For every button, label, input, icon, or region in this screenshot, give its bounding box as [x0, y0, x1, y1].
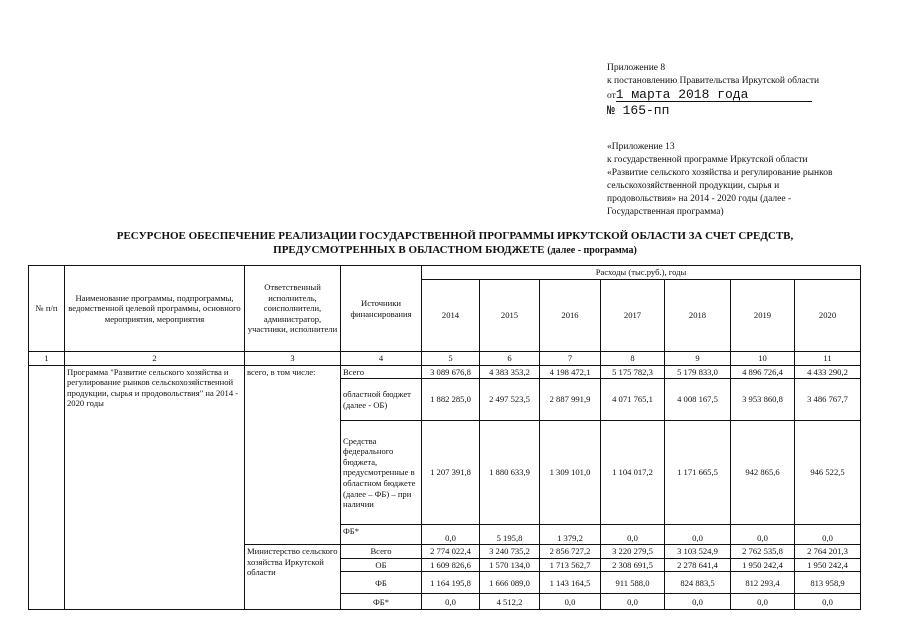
header-name: Наименование программы, подпрограммы, ведомственной целевой программы, основного мероприятия, мероприятия: [65, 266, 245, 352]
value-cell: 1 164 195,8: [422, 572, 480, 594]
column-number: 2: [65, 352, 245, 366]
appendix-8-title: Приложение 8: [607, 63, 666, 73]
value-cell: 3 103 524,9: [665, 545, 731, 559]
header-sources: Источники финансирования: [341, 266, 422, 352]
program-name-cell: Программа "Развитие сельского хозяйства и регулирование рынков сельскохозяйственной продукции, сырья и продовольствия" на 2014 - 2020 годы: [65, 365, 245, 610]
title-line-2-suffix: (далее - программа): [547, 245, 637, 256]
appendix-8-block: [607, 62, 819, 118]
column-number: 1: [29, 352, 65, 366]
value-cell: 2 774 022,4: [422, 545, 480, 559]
value-cell: 1 950 242,4: [795, 558, 861, 572]
value-cell: 4 008 167,5: [665, 379, 731, 421]
value-cell: 1 143 164,5: [540, 572, 601, 594]
header-year: 2017: [601, 280, 665, 352]
value-cell: 1 713 562,7: [540, 558, 601, 572]
header-expenses: Расходы (тыс.руб.), годы: [422, 266, 861, 280]
value-cell: 942 865,6: [731, 421, 795, 525]
value-cell: 2 762 535,8: [731, 545, 795, 559]
value-cell: 1 309 101,0: [540, 421, 601, 525]
row-num-cell: [29, 365, 65, 610]
value-cell: 1 207 391,8: [422, 421, 480, 525]
header-year: 2016: [540, 280, 601, 352]
header-num: № п/п: [29, 266, 65, 352]
executor-cell: Министерство сельского хозяйства Иркутской области: [245, 545, 341, 610]
appendix-13-block: [607, 141, 837, 219]
source-cell: ФБ*: [341, 525, 422, 545]
source-cell: Всего: [341, 365, 422, 379]
title-line-2-main: ПРЕДУСМОТРЕННЫХ В ОБЛАСТНОМ БЮДЖЕТЕ: [273, 244, 545, 256]
source-cell: Средства федерального бюджета, предусмотренные в областном бюджете (далее – ФБ) – при наличии: [341, 421, 422, 525]
date-value: 1 марта 2018 года: [616, 89, 812, 102]
value-cell: 3 220 279,5: [601, 545, 665, 559]
column-number: 10: [731, 352, 795, 366]
executor-cell: всего, в том числе:: [245, 365, 341, 545]
value-cell: 1 609 826,6: [422, 558, 480, 572]
value-cell: 0,0: [731, 525, 795, 545]
source-cell: Всего: [341, 545, 422, 559]
value-cell: 0,0: [795, 525, 861, 545]
value-cell: 2 308 691,5: [601, 558, 665, 572]
appendix-13-line: сельскохозяйственной продукции, сырья и: [607, 181, 780, 191]
value-cell: 4 512,2: [480, 594, 540, 610]
value-cell: 812 293,4: [731, 572, 795, 594]
title-line-1: РЕСУРСНОЕ ОБЕСПЕЧЕНИЕ РЕАЛИЗАЦИИ ГОСУДАРСТВЕННОЙ ПРОГРАММЫ ИРКУТСКОЙ ОБЛАСТИ ЗА СЧЕТ СРЕДСТВ,: [116, 230, 794, 242]
value-cell: 3 953 860,8: [731, 379, 795, 421]
appendix-13-line: к государственной программе Иркутской области: [607, 155, 808, 165]
value-cell: 0,0: [665, 594, 731, 610]
value-cell: 2 497 523,5: [480, 379, 540, 421]
value-cell: 2 764 201,3: [795, 545, 861, 559]
column-number: 11: [795, 352, 861, 366]
header-year: 2020: [795, 280, 861, 352]
value-cell: 0,0: [601, 525, 665, 545]
value-cell: 5 175 782,3: [601, 365, 665, 379]
column-number: 4: [341, 352, 422, 366]
value-cell: 3 089 676,8: [422, 365, 480, 379]
appendix-13-line: «Приложение 13: [607, 142, 675, 152]
header-year: 2018: [665, 280, 731, 352]
title-line-2: [40, 243, 870, 258]
value-cell: 3 486 767,7: [795, 379, 861, 421]
value-cell: 0,0: [731, 594, 795, 610]
resource-table: [28, 265, 861, 610]
value-cell: 0,0: [422, 594, 480, 610]
source-cell: ФБ*: [341, 594, 422, 610]
appendix-8-date-line: [607, 88, 819, 103]
value-cell: 4 198 472,1: [540, 365, 601, 379]
value-cell: 946 522,5: [795, 421, 861, 525]
value-cell: 4 071 765,1: [601, 379, 665, 421]
value-cell: 5 195,8: [480, 525, 540, 545]
header-row-1: [29, 266, 861, 280]
value-cell: 4 383 353,2: [480, 365, 540, 379]
appendix-13-line: продовольствия» на 2014 - 2020 годы (далее -: [607, 194, 792, 204]
source-cell: областной бюджет (далее - ОБ): [341, 379, 422, 421]
column-number: 7: [540, 352, 601, 366]
value-cell: 813 958,9: [795, 572, 861, 594]
column-number: 3: [245, 352, 341, 366]
header-year: 2015: [480, 280, 540, 352]
source-cell: ОБ: [341, 558, 422, 572]
value-cell: 911 588,0: [601, 572, 665, 594]
value-cell: 0,0: [795, 594, 861, 610]
document-title: [40, 229, 870, 258]
value-cell: 0,0: [601, 594, 665, 610]
date-prefix: от: [607, 91, 616, 101]
value-cell: 4 433 290,2: [795, 365, 861, 379]
value-cell: 1 880 633,9: [480, 421, 540, 525]
appendix-13-line: Государственная программа): [607, 207, 724, 217]
column-number: 8: [601, 352, 665, 366]
value-cell: 1 171 665,5: [665, 421, 731, 525]
appendix-13-line: «Развитие сельского хозяйства и регулирование рынков: [607, 168, 833, 178]
value-cell: 0,0: [665, 525, 731, 545]
source-cell: ФБ: [341, 572, 422, 594]
value-cell: 1 104 017,2: [601, 421, 665, 525]
table-row: [29, 365, 861, 379]
appendix-8-subtitle: к постановлению Правительства Иркутской области: [607, 76, 820, 86]
value-cell: 824 883,5: [665, 572, 731, 594]
value-cell: 1 570 134,0: [480, 558, 540, 572]
header-executor: Ответственный исполнитель, соисполнители, администратор, участники, исполнители: [245, 266, 341, 352]
value-cell: 2 887 991,9: [540, 379, 601, 421]
column-number: 6: [480, 352, 540, 366]
value-cell: 0,0: [540, 594, 601, 610]
value-cell: 1 882 285,0: [422, 379, 480, 421]
value-cell: 2 278 641,4: [665, 558, 731, 572]
header-year: 2019: [731, 280, 795, 352]
column-number-row: [29, 352, 861, 366]
value-cell: 5 179 833,0: [665, 365, 731, 379]
value-cell: 0,0: [422, 525, 480, 545]
value-cell: 1 950 242,4: [731, 558, 795, 572]
value-cell: 1 379,2: [540, 525, 601, 545]
header-year: 2014: [422, 280, 480, 352]
value-cell: 3 240 735,2: [480, 545, 540, 559]
value-cell: 4 896 726,4: [731, 365, 795, 379]
resolution-number: № 165-пп: [607, 103, 670, 118]
column-number: 9: [665, 352, 731, 366]
value-cell: 2 856 727,2: [540, 545, 601, 559]
column-number: 5: [422, 352, 480, 366]
value-cell: 1 666 089,0: [480, 572, 540, 594]
